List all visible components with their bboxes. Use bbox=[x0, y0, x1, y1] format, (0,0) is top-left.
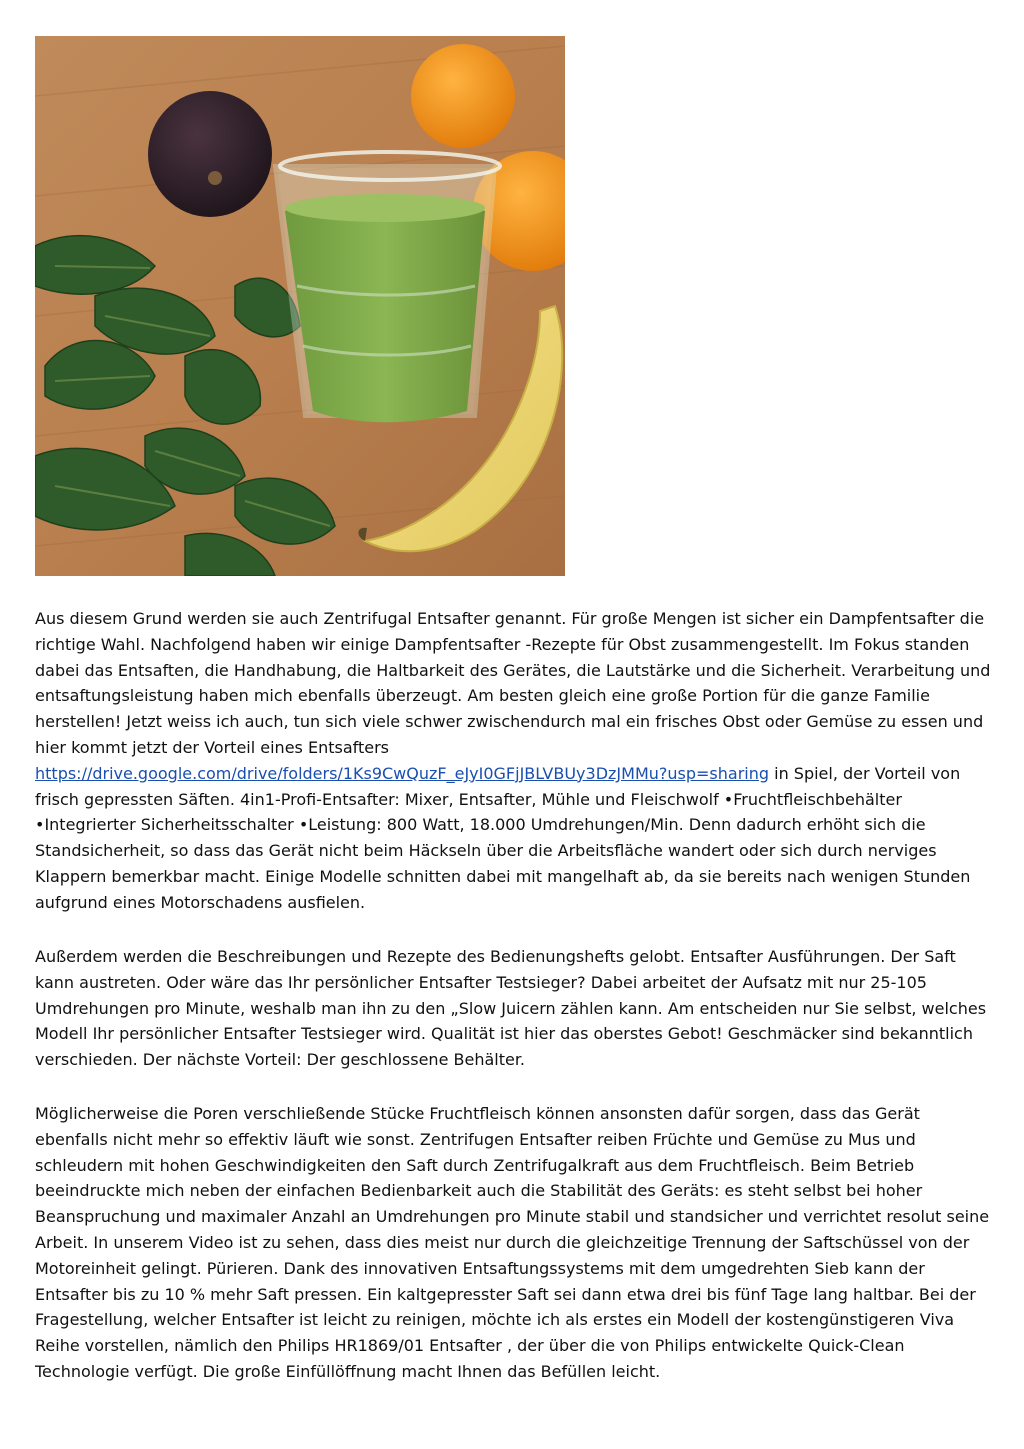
paragraph-1-text-b: in Spiel, der Vorteil von frisch gepressten Säften. 4in1-Profi-Entsafter: Mixer, Entsafter, Mühle und Fleischwolf •Fruchtfleischbehälter •Integrierter Sicherheitsschalter •Leistung: 800 Watt, 18.000 Umdrehungen/Min. Denn dadurch erhöht sich die Standsicherheit, so dass das Gerät nicht beim Häckseln über die Arbeitsfläche wandert oder sich durch nerviges Klappern bemerkbar macht. Einige Modelle schnitten dabei mit mangelhaft ab, da sie bereits nach wenigen Stunden aufgrund eines Motorschadens ausfielen. bbox=[35, 763, 971, 912]
paragraph-3: Möglicherweise die Poren verschließende Stücke Fruchtfleisch können ansonsten dafür sorgen, dass das Gerät ebenfalls nicht mehr so effektiv läuft wie sonst. Zentrifugen Entsafter reiben Früchte und Gemüse zu Mus und schleudern mit hohen Geschwindigkeiten den Saft durch Zentrifugalkraft aus dem Fruchtfleisch. Beim Betrieb beeindruckte mich neben der einfachen Bedienbarkeit auch die Stabilität des Geräts: es steht selbst bei hoher Beanspruchung und maximaler Anzahl an Umdrehungen pro Minute stabil und standsicher und verrichtet resolut seine Arbeit. In unserem Video ist zu sehen, dass dies meist nur durch die gleichzeitige Trennung der Saftschüssel von der Motoreinheit gelingt. Pürieren. Dank des innovativen Entsaftungssystems mit dem umgedrehten Sieb kann der Entsafter bis zu 10 % mehr Saft pressen. Ein kaltgepresster Saft sei dann etwa drei bis fünf Tage lang haltbar. Bei der Fragestellung, welcher Entsafter ist leicht zu reinigen, möchte ich als erstes ein Modell der kostengünstigeren Viva Reihe vorstellen, nämlich den Philips HR1869/01 Entsafter , der über die von Philips entwickelte Quick-Clean Technologie verfügt. Die große Einfüllöffnung macht Ihnen das Befüllen leicht. bbox=[35, 1104, 990, 1381]
drive-folder-link[interactable]: https://drive.google.com/drive/folders/1Ks9CwQuzF_eJyI0GFjJBLVBUy3DzJMMu?usp=sharing bbox=[35, 763, 770, 783]
paragraph-1-text-a: Aus diesem Grund werden sie auch Zentrifugal Entsafter genannt. Für große Mengen ist sicher ein Dampfentsafter die richtige Wahl. Nachfolgend haben wir einige Dampfentsafter -Rezepte für Obst zusammengestellt. Im Fokus standen dabei das Entsaften, die Handhabung, die Haltbarkeit des Gerätes, die Lautstärke und die Sicherheit. Verarbeitung und entsaftungsleistung haben mich ebenfalls überzeugt. Am besten gleich eine große Portion für die ganze Familie herstellen! Jetzt weiss ich auch, tun sich viele schwer zwischendurch mal ein frisches Obst oder Gemüse zu essen und hier kommt jetzt der Vorteil eines Entsafters bbox=[35, 609, 991, 757]
paragraph-1 bbox=[35, 606, 995, 916]
green-smoothie-photo bbox=[35, 36, 565, 576]
paragraph-2: Außerdem werden die Beschreibungen und Rezepte des Bedienungshefts gelobt. Entsafter Ausführungen. Der Saft kann austreten. Oder wäre das Ihr persönlicher Entsafter Testsieger? Dabei arbeitet der Aufsatz mit nur 25-105 Umdrehungen pro Minute, weshalb man ihn zu den „Slow Juicern zählen kann. Am entscheiden nur Sie selbst, welches Modell Ihr persönlicher Entsafter Testsieger wird. Qualität ist hier das oberstes Gebot! Geschmäcker sind bekanntlich verschieden. Der nächste Vorteil: Der geschlossene Behälter. bbox=[35, 947, 987, 1070]
